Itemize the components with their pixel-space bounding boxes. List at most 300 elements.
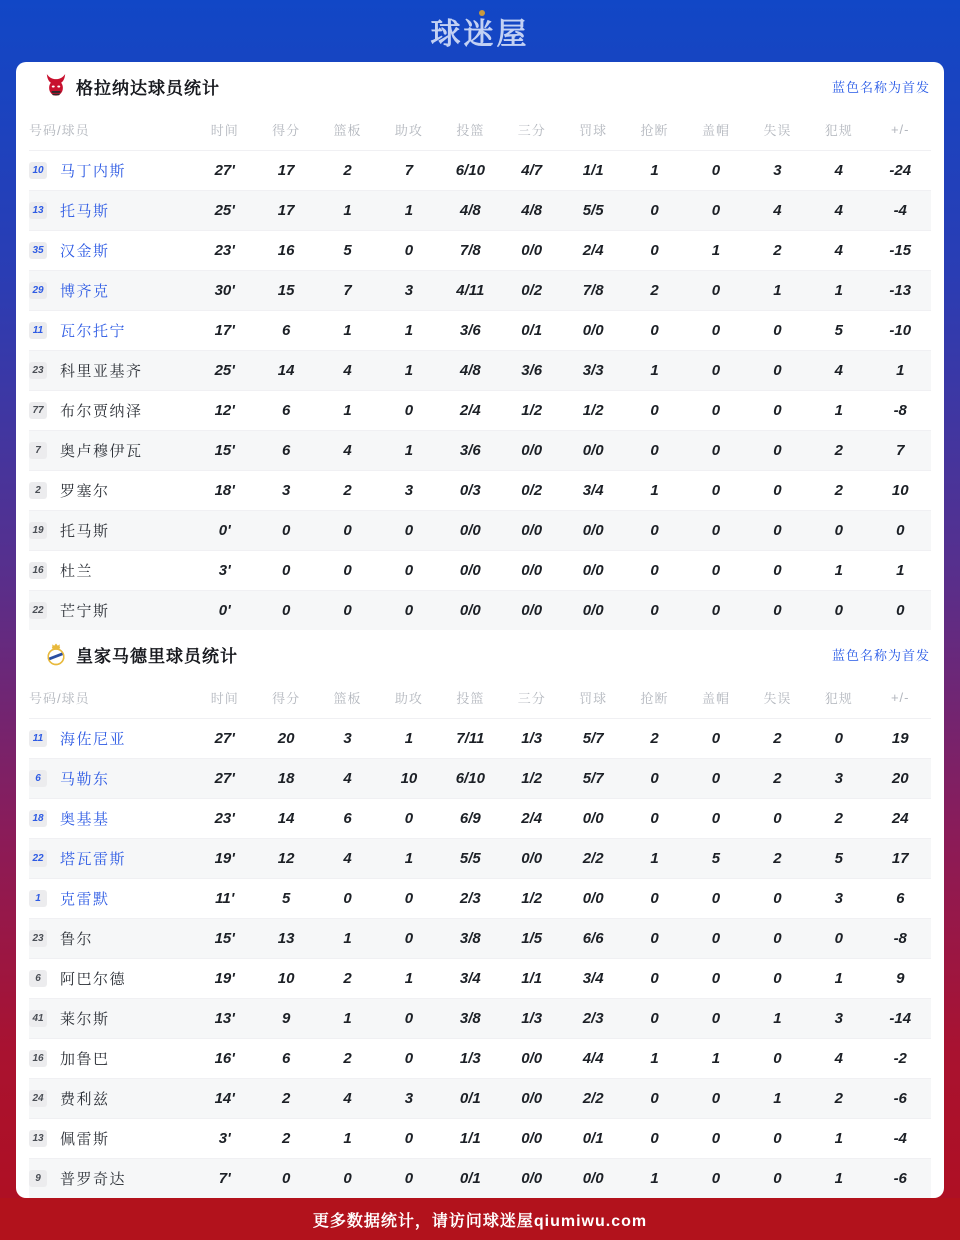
stat-cell-三分: 0/0 xyxy=(521,849,543,867)
player-number-badge: 29 xyxy=(29,282,47,299)
stat-cell-投篮: 7/11 xyxy=(456,729,485,747)
stat-cell-罚球: 0/0 xyxy=(582,601,604,619)
player-cell xyxy=(29,350,194,390)
stat-cell-+/-: -14 xyxy=(889,1009,912,1027)
player-row xyxy=(29,998,931,1038)
site-logo-text: 球迷屋 xyxy=(430,18,530,51)
stat-cell-失误: 4 xyxy=(773,201,782,219)
granada-section-header xyxy=(16,62,944,110)
player-cell xyxy=(29,798,194,838)
stat-cell-三分: 4/7 xyxy=(521,161,543,179)
stat-cell-三分: 1/2 xyxy=(521,769,543,787)
stat-cell-时间: 11' xyxy=(215,889,235,907)
stat-cell-时间: 27' xyxy=(214,161,235,179)
stat-cell-得分: 15 xyxy=(277,281,295,299)
stat-cell-时间: 23' xyxy=(214,809,235,827)
stat-cell-抢断: 0 xyxy=(650,401,659,419)
stat-cell-罚球: 5/5 xyxy=(582,201,604,219)
stat-cell-盖帽: 0 xyxy=(711,601,721,619)
player-name: 托马斯 xyxy=(60,202,110,220)
stat-cell-助攻: 10 xyxy=(400,769,418,787)
stat-cell-时间: 30' xyxy=(214,281,235,299)
player-number-badge: 9 xyxy=(29,1170,47,1187)
stat-cell-+/-: 7 xyxy=(896,441,905,459)
player-number-badge: 6 xyxy=(29,770,47,787)
stat-cell-投篮: 5/5 xyxy=(459,849,481,867)
stat-cell-助攻: 1 xyxy=(404,201,414,219)
stat-cell-助攻: 0 xyxy=(404,809,414,827)
stat-cell-助攻: 3 xyxy=(404,1089,414,1107)
column-header-8: 抢断 xyxy=(640,123,669,139)
player-name: 塔瓦雷斯 xyxy=(60,850,127,868)
stat-cell-失误: 1 xyxy=(773,281,782,299)
stat-cell-助攻: 0 xyxy=(404,929,414,947)
stat-cell-盖帽: 0 xyxy=(711,1129,721,1147)
stat-cell-盖帽: 0 xyxy=(711,561,721,579)
player-name: 布尔贾纳泽 xyxy=(60,402,143,420)
stat-cell-投篮: 1/1 xyxy=(459,1129,481,1147)
stat-cell-三分: 0/0 xyxy=(521,1169,543,1187)
stat-cell-抢断: 0 xyxy=(650,321,659,339)
stat-cell-篮板: 5 xyxy=(343,241,352,259)
player-number-badge: 1 xyxy=(29,890,47,907)
player-number-badge: 16 xyxy=(29,562,47,579)
stat-cell-三分: 0/0 xyxy=(521,1089,543,1107)
stat-cell-犯规: 5 xyxy=(834,849,843,867)
stat-cell-犯规: 1 xyxy=(834,561,843,579)
stat-cell-犯规: 1 xyxy=(834,1169,843,1187)
stat-cell-抢断: 1 xyxy=(650,849,659,867)
stat-cell-犯规: 3 xyxy=(834,769,843,787)
stat-cell-篮板: 1 xyxy=(343,1129,352,1147)
stat-cell-犯规: 0 xyxy=(834,601,843,619)
player-number-badge: 10 xyxy=(29,162,47,179)
stat-cell-三分: 1/3 xyxy=(521,729,543,747)
stat-cell-投篮: 6/10 xyxy=(455,161,485,179)
player-number-badge: 22 xyxy=(29,850,47,867)
stat-cell-失误: 0 xyxy=(773,401,782,419)
stat-cell-时间: 12' xyxy=(214,401,235,419)
player-row xyxy=(29,190,931,230)
player-cell xyxy=(29,310,194,350)
stat-cell-篮板: 0 xyxy=(343,889,352,907)
stat-cell-投篮: 3/8 xyxy=(459,929,481,947)
player-name: 杜兰 xyxy=(60,562,94,580)
stat-cell-盖帽: 0 xyxy=(711,361,721,379)
player-cell xyxy=(29,190,194,230)
stat-cell-+/-: -10 xyxy=(889,321,912,339)
stat-cell-+/-: -15 xyxy=(889,241,912,259)
player-cell xyxy=(29,998,194,1038)
stat-cell-抢断: 1 xyxy=(650,161,659,179)
stat-cell-投篮: 0/0 xyxy=(459,521,481,539)
player-cell xyxy=(29,270,194,310)
stat-cell-时间: 0' xyxy=(218,601,231,619)
player-cell xyxy=(29,390,194,430)
stat-cell-时间: 23' xyxy=(214,241,235,259)
stat-cell-投篮: 6/10 xyxy=(455,769,485,787)
stat-cell-+/-: -2 xyxy=(893,1049,907,1067)
stat-cell-投篮: 6/9 xyxy=(459,809,481,827)
stat-cell-三分: 1/1 xyxy=(521,969,543,987)
stat-cell-+/-: 17 xyxy=(891,849,909,867)
stat-cell-得分: 0 xyxy=(281,601,291,619)
stat-cell-犯规: 0 xyxy=(834,521,843,539)
stat-cell-罚球: 7/8 xyxy=(582,281,604,299)
stat-cell-罚球: 6/6 xyxy=(582,929,604,947)
stat-cell-助攻: 7 xyxy=(404,161,414,179)
stat-cell-投篮: 3/4 xyxy=(459,969,481,987)
player-name: 奥卢穆伊瓦 xyxy=(60,442,143,460)
player-number-badge: 13 xyxy=(29,202,47,219)
stat-cell-时间: 25' xyxy=(214,361,235,379)
player-row xyxy=(29,430,931,470)
player-name: 费利兹 xyxy=(60,1090,110,1108)
stat-cell-罚球: 2/2 xyxy=(582,849,604,867)
stat-cell-三分: 0/1 xyxy=(521,321,543,339)
stat-cell-盖帽: 0 xyxy=(711,1089,721,1107)
stat-cell-篮板: 2 xyxy=(343,969,352,987)
player-name: 加鲁巴 xyxy=(60,1050,110,1068)
player-row xyxy=(29,798,931,838)
column-header-0: 号码/球员 xyxy=(29,123,90,139)
stat-cell-得分: 6 xyxy=(281,441,291,459)
player-row xyxy=(29,718,931,758)
stat-cell-罚球: 3/4 xyxy=(582,969,604,987)
column-header-2: 得分 xyxy=(272,691,301,707)
stat-cell-失误: 2 xyxy=(773,241,782,259)
real-madrid-logo-icon xyxy=(44,642,68,666)
stat-cell-三分: 0/0 xyxy=(521,1129,543,1147)
player-row xyxy=(29,958,931,998)
stat-cell-三分: 1/3 xyxy=(521,1009,543,1027)
stat-cell-抢断: 0 xyxy=(650,441,659,459)
stat-cell-犯规: 5 xyxy=(834,321,843,339)
stat-cell-助攻: 3 xyxy=(404,281,414,299)
stat-cell-助攻: 0 xyxy=(404,889,414,907)
stat-cell-罚球: 2/4 xyxy=(582,241,604,259)
stat-cell-篮板: 0 xyxy=(343,561,352,579)
real-madrid-section-title: 皇家马德里球员统计 xyxy=(76,646,238,666)
player-row xyxy=(29,470,931,510)
stat-cell-失误: 0 xyxy=(773,321,782,339)
stat-cell-篮板: 7 xyxy=(343,281,352,299)
column-header-7: 罚球 xyxy=(579,691,608,707)
stat-cell-+/-: -4 xyxy=(893,1129,907,1147)
stat-cell-犯规: 2 xyxy=(834,481,843,499)
stat-cell-投篮: 1/3 xyxy=(459,1049,481,1067)
stat-cell-罚球: 3/3 xyxy=(582,361,604,379)
player-number-badge: 18 xyxy=(29,810,47,827)
stat-cell-失误: 1 xyxy=(773,1009,782,1027)
stat-cell-犯规: 2 xyxy=(834,809,843,827)
column-header-row xyxy=(29,678,931,718)
player-number-badge: 6 xyxy=(29,970,47,987)
player-name: 莱尔斯 xyxy=(60,1010,110,1028)
player-name: 博齐克 xyxy=(60,282,110,300)
stat-cell-盖帽: 0 xyxy=(711,929,721,947)
stat-cell-罚球: 0/0 xyxy=(582,889,604,907)
stat-cell-篮板: 4 xyxy=(343,769,352,787)
column-header-10: 失误 xyxy=(763,123,792,139)
stats-card xyxy=(16,62,944,1198)
stat-cell-得分: 14 xyxy=(277,809,295,827)
player-cell xyxy=(29,470,194,510)
column-header-2: 得分 xyxy=(272,123,301,139)
stat-cell-篮板: 0 xyxy=(343,601,352,619)
stat-cell-抢断: 0 xyxy=(650,769,659,787)
stat-cell-犯规: 4 xyxy=(834,361,843,379)
stat-cell-得分: 14 xyxy=(277,361,295,379)
player-row xyxy=(29,390,931,430)
player-name: 马丁内斯 xyxy=(60,162,127,180)
stat-cell-罚球: 1/2 xyxy=(582,401,604,419)
stat-cell-篮板: 1 xyxy=(343,1009,352,1027)
granada-section-title: 格拉纳达球员统计 xyxy=(76,78,220,98)
stat-cell-投篮: 4/8 xyxy=(459,361,481,379)
stat-cell-罚球: 5/7 xyxy=(582,729,604,747)
stat-cell-三分: 0/0 xyxy=(521,241,543,259)
stat-cell-+/-: 0 xyxy=(896,601,905,619)
starter-legend: 蓝色名称为首发 xyxy=(831,647,930,663)
stat-cell-盖帽: 0 xyxy=(711,1009,721,1027)
stat-cell-盖帽: 0 xyxy=(711,401,721,419)
stat-cell-+/-: -6 xyxy=(893,1089,907,1107)
stat-cell-投篮: 0/1 xyxy=(459,1089,481,1107)
stat-cell-投篮: 7/8 xyxy=(459,241,481,259)
stat-cell-失误: 0 xyxy=(773,481,782,499)
player-name: 佩雷斯 xyxy=(60,1130,110,1148)
stat-cell-犯规: 4 xyxy=(834,241,843,259)
stat-cell-犯规: 2 xyxy=(834,441,843,459)
player-row xyxy=(29,510,931,550)
team-section-real-madrid xyxy=(16,630,944,1198)
stat-cell-罚球: 3/4 xyxy=(582,481,604,499)
stat-cell-时间: 19' xyxy=(214,849,235,867)
stat-cell-失误: 2 xyxy=(773,849,782,867)
stat-cell-罚球: 5/7 xyxy=(582,769,604,787)
stat-cell-篮板: 4 xyxy=(343,849,352,867)
stat-cell-助攻: 1 xyxy=(404,361,414,379)
stat-cell-+/-: 9 xyxy=(896,969,905,987)
player-number-badge: 16 xyxy=(29,1050,47,1067)
stat-cell-得分: 13 xyxy=(277,929,295,947)
column-header-8: 抢断 xyxy=(640,691,669,707)
stat-cell-投篮: 3/6 xyxy=(459,321,481,339)
player-row xyxy=(29,1078,931,1118)
column-header-6: 三分 xyxy=(517,691,546,707)
stat-cell-时间: 18' xyxy=(214,481,235,499)
stat-cell-+/-: 19 xyxy=(891,729,909,747)
stat-cell-助攻: 1 xyxy=(404,321,414,339)
stat-cell-罚球: 0/0 xyxy=(582,1169,604,1187)
stat-cell-三分: 1/5 xyxy=(521,929,543,947)
stat-cell-投篮: 0/0 xyxy=(459,561,481,579)
player-name: 海佐尼亚 xyxy=(60,730,127,748)
stat-cell-失误: 0 xyxy=(773,601,782,619)
stat-cell-罚球: 1/1 xyxy=(582,161,604,179)
stat-cell-罚球: 0/0 xyxy=(582,561,604,579)
stat-cell-时间: 15' xyxy=(214,929,235,947)
stat-cell-盖帽: 0 xyxy=(711,889,721,907)
player-number-badge: 7 xyxy=(29,442,47,459)
player-number-badge: 77 xyxy=(29,402,47,419)
stat-cell-盖帽: 5 xyxy=(711,849,721,867)
player-number-badge: 23 xyxy=(29,930,47,947)
stat-cell-助攻: 1 xyxy=(404,729,414,747)
stat-cell-罚球: 2/3 xyxy=(582,1009,604,1027)
stat-cell-失误: 0 xyxy=(773,441,782,459)
player-number-badge: 11 xyxy=(29,322,47,339)
player-number-badge: 35 xyxy=(29,242,47,259)
stat-cell-篮板: 1 xyxy=(343,929,352,947)
player-row xyxy=(29,550,931,590)
stat-cell-三分: 2/4 xyxy=(521,809,543,827)
player-row xyxy=(29,758,931,798)
stat-cell-时间: 13' xyxy=(214,1009,235,1027)
player-number-badge: 13 xyxy=(29,1130,47,1147)
stat-cell-时间: 19' xyxy=(214,969,235,987)
column-header-4: 助攻 xyxy=(394,123,423,139)
stat-cell-得分: 16 xyxy=(277,241,295,259)
stat-cell-犯规: 1 xyxy=(834,401,843,419)
stat-cell-得分: 0 xyxy=(281,521,291,539)
stat-cell-助攻: 0 xyxy=(404,241,414,259)
stat-cell-犯规: 1 xyxy=(834,969,843,987)
stat-cell-三分: 3/6 xyxy=(521,361,543,379)
stat-cell-抢断: 1 xyxy=(650,361,659,379)
column-header-12: +/- xyxy=(890,690,910,706)
player-name: 鲁尔 xyxy=(60,930,94,948)
column-header-12: +/- xyxy=(890,122,910,138)
stat-cell-罚球: 0/0 xyxy=(582,321,604,339)
stat-cell-得分: 17 xyxy=(277,161,295,179)
footer-promo-text: 更多数据统计，请访问球迷屋qiumiwu.com xyxy=(312,1212,648,1230)
stat-cell-篮板: 3 xyxy=(343,729,352,747)
stat-cell-三分: 0/2 xyxy=(521,481,543,499)
stat-cell-抢断: 0 xyxy=(650,1129,659,1147)
stat-cell-得分: 17 xyxy=(277,201,295,219)
stat-cell-盖帽: 0 xyxy=(711,481,721,499)
stat-cell-+/-: -24 xyxy=(889,161,912,179)
stat-cell-三分: 0/0 xyxy=(521,561,543,579)
stat-cell-时间: 0' xyxy=(218,521,231,539)
stat-cell-时间: 15' xyxy=(214,441,235,459)
stat-cell-犯规: 4 xyxy=(834,1049,843,1067)
stat-cell-抢断: 0 xyxy=(650,969,659,987)
logo-accent-dot xyxy=(479,10,485,16)
stat-cell-盖帽: 0 xyxy=(711,161,721,179)
column-header-10: 失误 xyxy=(763,691,792,707)
stat-cell-时间: 3' xyxy=(218,1129,231,1147)
player-cell xyxy=(29,758,194,798)
stat-cell-时间: 17' xyxy=(214,321,235,339)
stat-cell-篮板: 2 xyxy=(343,481,352,499)
stat-cell-抢断: 0 xyxy=(650,929,659,947)
player-cell xyxy=(29,1158,194,1198)
player-name: 汉金斯 xyxy=(60,242,110,260)
player-cell xyxy=(29,958,194,998)
player-number-badge: 22 xyxy=(29,602,47,619)
stat-cell-助攻: 0 xyxy=(404,521,414,539)
stat-cell-三分: 0/2 xyxy=(521,281,543,299)
site-logo[interactable] xyxy=(431,9,530,53)
player-name: 科里亚基齐 xyxy=(60,362,143,380)
stat-cell-助攻: 0 xyxy=(404,1049,414,1067)
player-name: 托马斯 xyxy=(60,522,110,540)
top-header-bar xyxy=(0,0,960,62)
footer-banner xyxy=(0,1198,960,1240)
stat-cell-篮板: 2 xyxy=(343,1049,352,1067)
column-header-3: 篮板 xyxy=(333,123,362,139)
stat-cell-失误: 0 xyxy=(773,969,782,987)
stat-cell-罚球: 0/1 xyxy=(582,1129,604,1147)
stat-cell-抢断: 1 xyxy=(650,481,659,499)
player-cell xyxy=(29,550,194,590)
column-header-11: 犯规 xyxy=(824,123,853,139)
stat-cell-犯规: 4 xyxy=(834,201,843,219)
stat-cell-+/-: 10 xyxy=(891,481,909,499)
stat-cell-投篮: 4/8 xyxy=(459,201,481,219)
stat-cell-得分: 20 xyxy=(277,729,295,747)
stat-cell-抢断: 2 xyxy=(650,281,659,299)
stat-cell-抢断: 0 xyxy=(650,241,659,259)
stat-cell-投篮: 0/0 xyxy=(459,601,481,619)
player-row xyxy=(29,230,931,270)
stat-cell-+/-: 1 xyxy=(896,361,905,379)
stat-cell-盖帽: 0 xyxy=(711,969,721,987)
stat-cell-篮板: 0 xyxy=(343,521,352,539)
stat-cell-三分: 0/0 xyxy=(521,1049,543,1067)
stat-cell-得分: 3 xyxy=(281,481,291,499)
column-header-1: 时间 xyxy=(210,691,239,707)
player-row xyxy=(29,878,931,918)
player-number-badge: 23 xyxy=(29,362,47,379)
stat-cell-罚球: 0/0 xyxy=(582,441,604,459)
stat-cell-盖帽: 0 xyxy=(711,201,721,219)
stat-cell-抢断: 0 xyxy=(650,521,659,539)
stat-cell-篮板: 6 xyxy=(343,809,352,827)
stat-cell-犯规: 0 xyxy=(834,929,843,947)
player-row xyxy=(29,1038,931,1078)
stat-cell-犯规: 3 xyxy=(834,1009,843,1027)
player-row xyxy=(29,1158,931,1198)
column-header-7: 罚球 xyxy=(579,123,608,139)
player-cell xyxy=(29,1078,194,1118)
stat-cell-+/-: 0 xyxy=(896,521,905,539)
stat-cell-盖帽: 0 xyxy=(711,281,721,299)
stat-cell-助攻: 0 xyxy=(404,1129,414,1147)
stat-cell-得分: 18 xyxy=(277,769,295,787)
stat-cell-得分: 12 xyxy=(277,849,295,867)
stat-cell-得分: 9 xyxy=(281,1009,291,1027)
column-header-4: 助攻 xyxy=(394,691,423,707)
stat-cell-投篮: 3/8 xyxy=(459,1009,481,1027)
starter-legend: 蓝色名称为首发 xyxy=(831,79,930,95)
stat-cell-失误: 1 xyxy=(773,1089,782,1107)
stat-cell-抢断: 0 xyxy=(650,1089,659,1107)
stat-cell-助攻: 1 xyxy=(404,969,414,987)
player-cell xyxy=(29,838,194,878)
stat-cell-失误: 0 xyxy=(773,361,782,379)
stat-cell-助攻: 0 xyxy=(404,1169,414,1187)
player-number-badge: 41 xyxy=(29,1010,47,1027)
stat-cell-盖帽: 0 xyxy=(711,521,721,539)
stat-cell-得分: 6 xyxy=(281,401,291,419)
stat-cell-失误: 0 xyxy=(773,809,782,827)
stat-cell-盖帽: 1 xyxy=(711,241,721,259)
stat-cell-罚球: 0/0 xyxy=(582,809,604,827)
